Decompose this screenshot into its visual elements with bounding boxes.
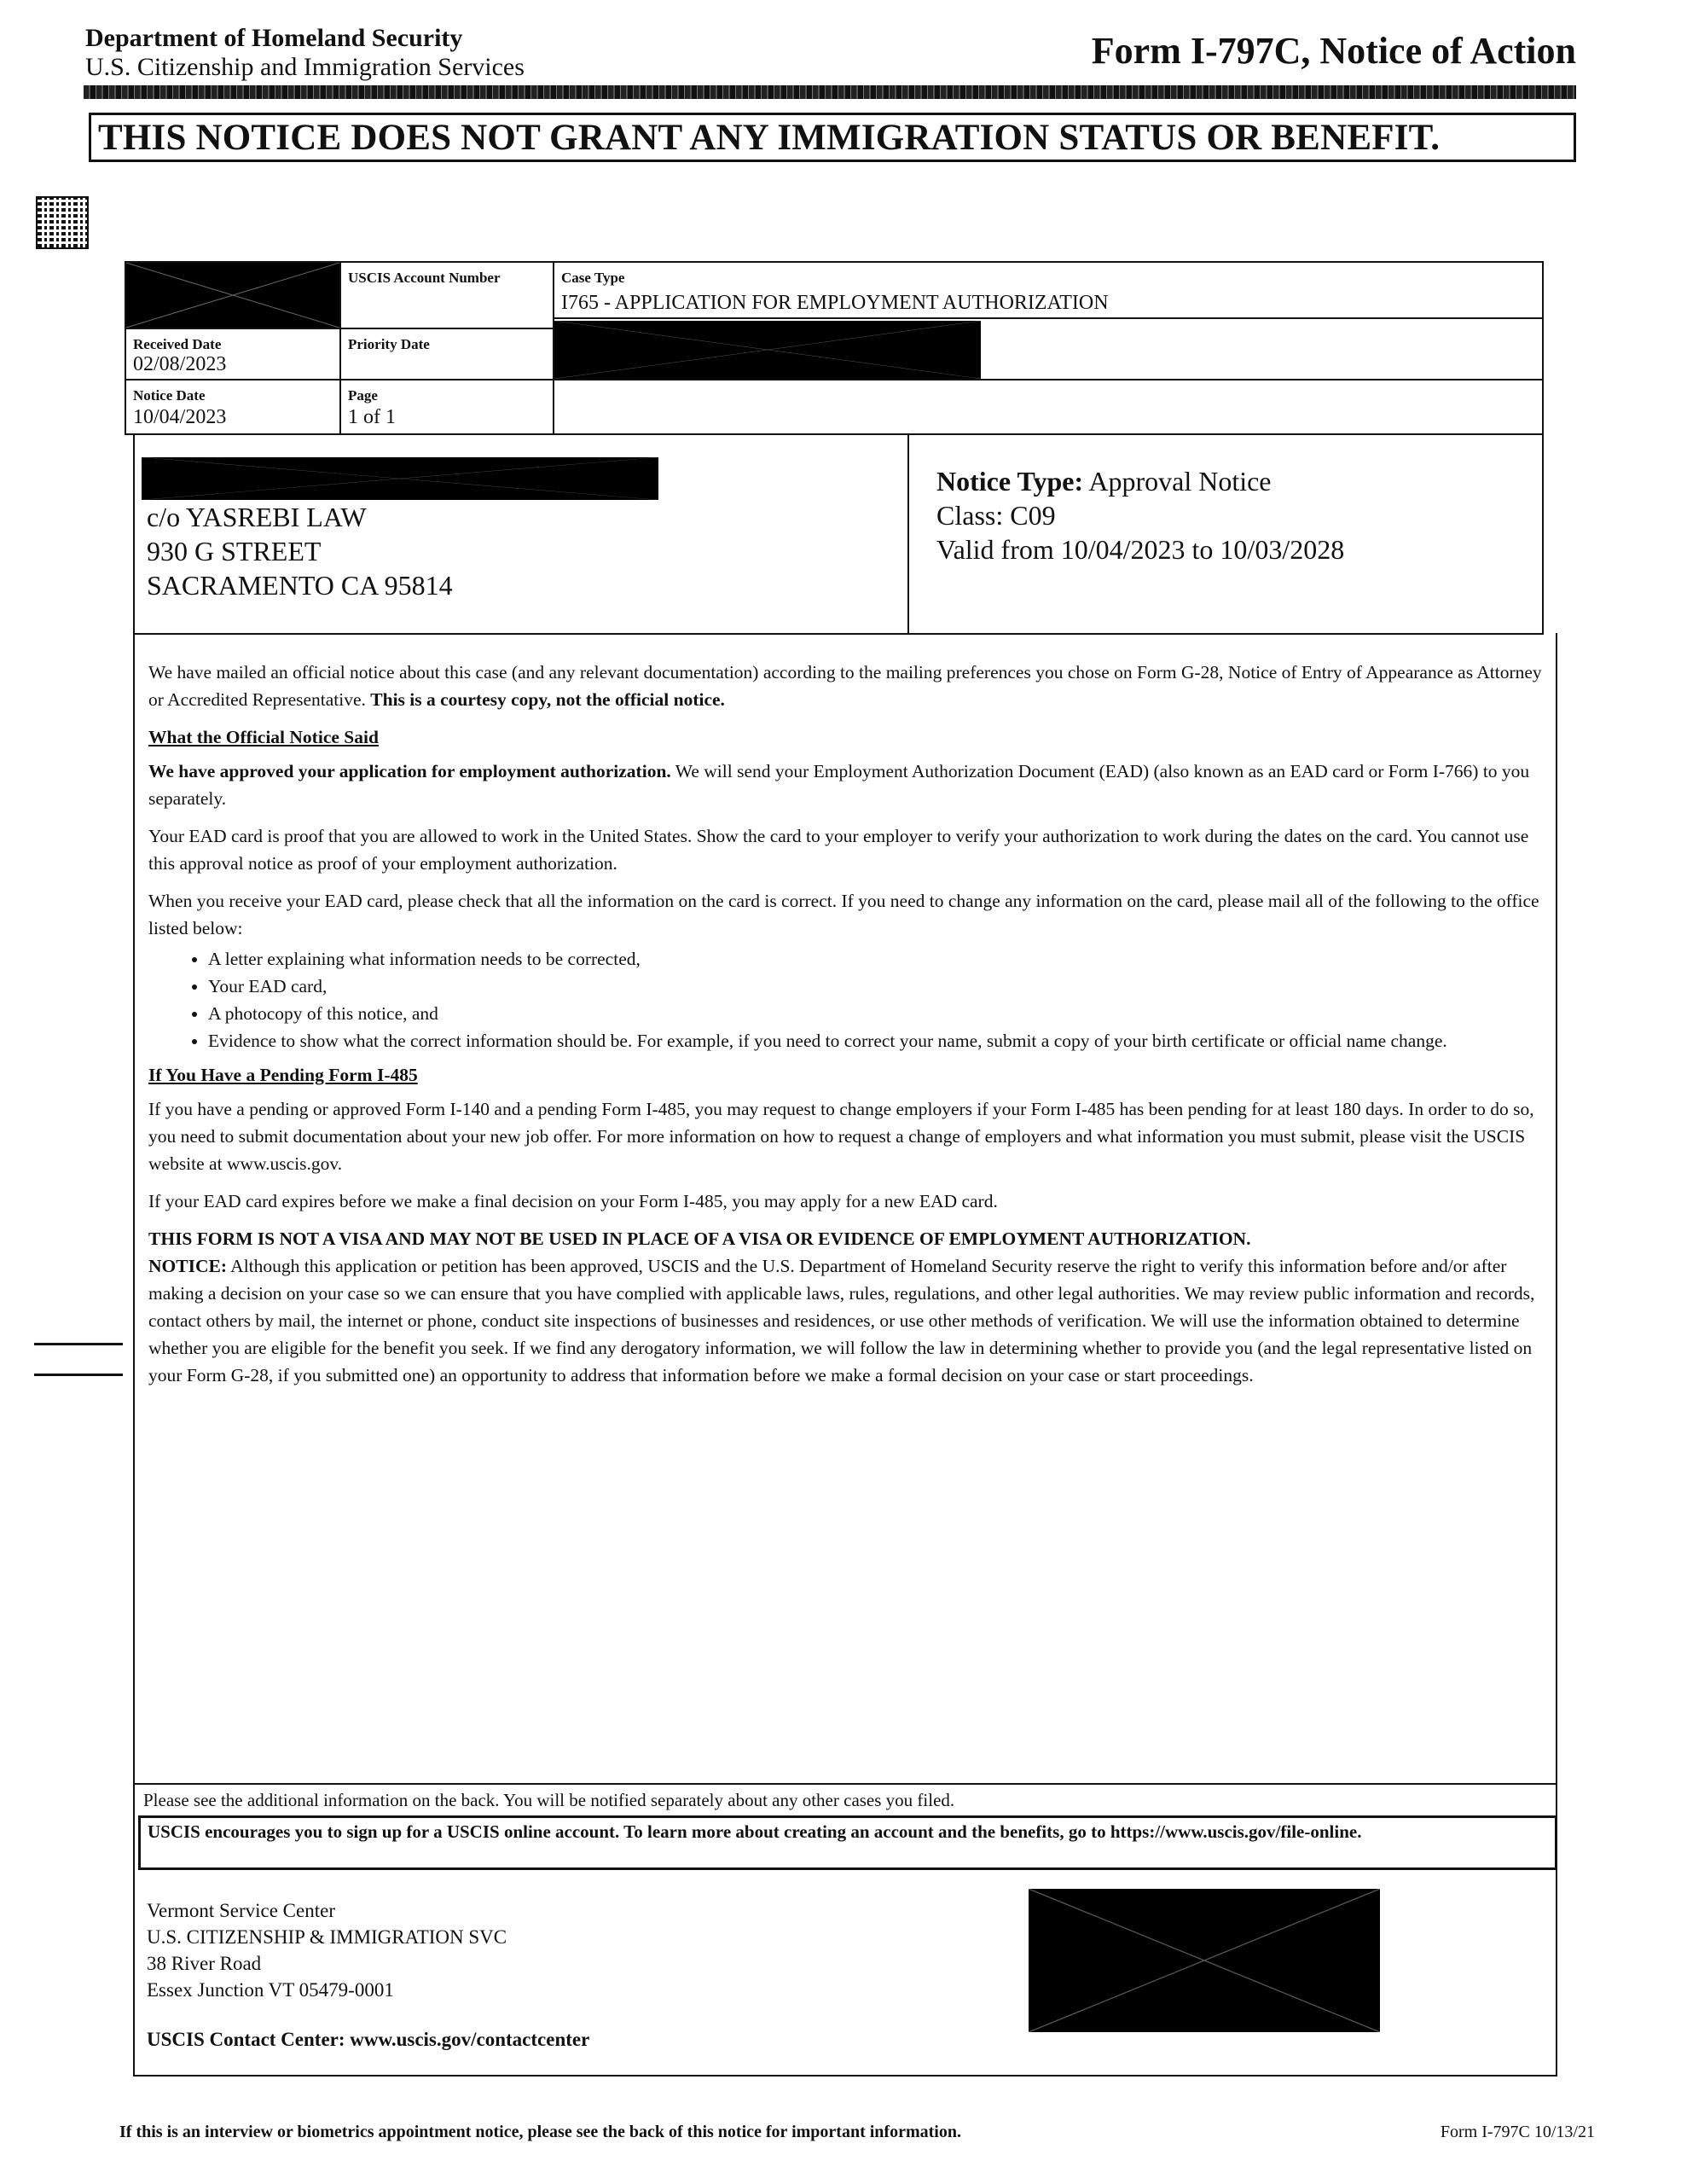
notice-body	[148, 659, 1547, 1399]
status-banner: THIS NOTICE DOES NOT GRANT ANY IMMIGRATION STATUS OR BENEFIT.	[89, 113, 1576, 162]
blank-cell	[553, 379, 1544, 435]
margin-mark	[34, 1374, 123, 1376]
list-item: • A letter explaining what information needs to be corrected,	[208, 945, 1547, 973]
verification-notice: NOTICE: Although this application or petition has been approved, USCIS and the U.S. Department of Homeland Security reserve the right to verify this information before and/or after making a decision on your case so we can ensure that you have complied with applicable laws, rules, regulations, and other legal authorities. We may review public information and records, contact others by mail, the internet or phone, conduct site inspections of businesses and residences, or use other methods of verification. We will use the information obtained to determine whether you are eligible for the benefit you seek. If we find any derogatory information, we will follow the law in determining whether to provide you (and the legal representative listed on your Form G-28, if you submitted one) an opportunity to address that information before we make a formal decision on your case or start proceedings.	[148, 1256, 1535, 1385]
received-date-label: Received Date	[133, 336, 222, 352]
notice-type-value: Approval Notice	[1088, 466, 1272, 497]
address-line: SACRAMENTO CA 95814	[147, 570, 453, 601]
agency-header	[85, 24, 525, 82]
address-line: 930 G STREET	[147, 536, 322, 566]
list-item: • A photocopy of this notice, and	[208, 1000, 1547, 1027]
notice-date-value: 10/04/2023	[133, 406, 227, 428]
i485-paragraph: If you have a pending or approved Form I-140 and a pending Form I-485, you may request to change employers if your Form I-485 has been pending for at least 180 days. In order to do so, you need to submit documentation about your new job offer. For more information on how to request a change of employers and what information you must submit, please visit the USCIS website at www.uscis.gov.	[148, 1099, 1534, 1174]
beneficiary-cell	[553, 317, 1544, 380]
form-edition: Form I-797C 10/13/21	[1440, 2123, 1595, 2141]
approval-paragraph: We have approved your application for employment authorization. We will send your Employment Authorization Document (EAD) (also known as an EAD card or Form I-766) to you separately.	[148, 761, 1530, 809]
account-number-cell	[339, 261, 554, 329]
page-cell	[339, 379, 554, 435]
notice-date-cell	[125, 379, 341, 435]
redaction-box	[126, 263, 339, 328]
redaction-box	[554, 321, 981, 379]
section-heading: What the Official Notice Said	[148, 727, 379, 747]
form-title: Form I-797C, Notice of Action	[1091, 30, 1576, 72]
notice-date-label: Notice Date	[133, 387, 206, 404]
additional-info-note: Please see the additional information on the back. You will be notified separately about any other cases you filed.	[143, 1790, 955, 1810]
expiry-paragraph: If your EAD card expires before we make a final decision on your Form I-485, you may apply for a new EAD card.	[148, 1191, 998, 1211]
correction-paragraph: When you receive your EAD card, please check that all the information on the card is correct. If you need to change any information on the card, please mail all of the following to the office listed below:	[148, 891, 1539, 938]
case-type-value: I765 - APPLICATION FOR EMPLOYMENT AUTHORIZATION	[561, 292, 1109, 314]
address-line: Essex Junction VT 05479-0001	[147, 1979, 394, 2001]
class-line: Class: C09	[936, 500, 1056, 531]
service-center-address	[147, 1897, 507, 2003]
department-name: Department of Homeland Security	[85, 24, 463, 52]
case-type-cell	[553, 261, 1544, 319]
case-type-label: Case Type	[561, 270, 625, 286]
notice-type-label: Notice Type:	[936, 466, 1084, 497]
section-heading: If You Have a Pending Form I-485	[148, 1065, 418, 1085]
list-item: • Your EAD card,	[208, 973, 1547, 1000]
header-bar	[84, 85, 1576, 99]
priority-date-cell	[339, 328, 554, 380]
account-number-label: USCIS Account Number	[348, 270, 501, 286]
barcode-icon	[36, 196, 89, 249]
correction-list	[148, 945, 1547, 1054]
online-account-note: USCIS encourages you to sign up for a USCIS online account. To learn more about creating an account and the benefits, go to https://www.uscis.gov/file-online.	[138, 1815, 1557, 1870]
list-item: • Evidence to show what the correct information should be. For example, if you need to correct your name, submit a copy of your birth certificate or official name change.	[208, 1027, 1547, 1054]
address-line: c/o YASREBI LAW	[147, 502, 367, 532]
address-line: Vermont Service Center	[147, 1900, 335, 1921]
bottom-note: If this is an interview or biometrics appointment notice, please see the back of this notice for important information.	[119, 2123, 961, 2141]
mailing-address	[147, 500, 453, 602]
address-line: U.S. CITIZENSHIP & IMMIGRATION SVC	[147, 1926, 507, 1948]
contact-center-link: USCIS Contact Center: www.uscis.gov/contactcenter	[147, 2029, 590, 2050]
page-label: Page	[348, 387, 378, 404]
ead-paragraph: Your EAD card is proof that you are allowed to work in the United States. Show the card to your employer to verify your authorization to work during the dates on the card. You cannot use this approval notice as proof of your employment authorization.	[148, 826, 1529, 874]
priority-date-label: Priority Date	[348, 336, 430, 352]
redaction-box	[1029, 1889, 1380, 2032]
intro-paragraph: We have mailed an official notice about this case (and any relevant documentation) according to the mailing preferences you chose on Form G-28, Notice of Entry of Appearance as Attorney or Accredited Representative. This is a courtesy copy, not the official notice.	[148, 662, 1542, 710]
address-line: 38 River Road	[147, 1953, 262, 1974]
redacted-receipt-cell	[125, 261, 341, 329]
validity-line: Valid from 10/04/2023 to 10/03/2028	[936, 534, 1345, 565]
page-value: 1 of 1	[348, 406, 396, 428]
redaction-box	[142, 457, 658, 500]
received-date-cell	[125, 328, 341, 380]
received-date-value: 02/08/2023	[133, 353, 227, 375]
notice-details	[936, 464, 1344, 566]
margin-mark	[34, 1343, 123, 1345]
agency-name: U.S. Citizenship and Immigration Services	[85, 53, 525, 81]
visa-disclaimer: THIS FORM IS NOT A VISA AND MAY NOT BE USED IN PLACE OF A VISA OR EVIDENCE OF EMPLOYMENT AUTHORIZATION.	[148, 1228, 1251, 1249]
